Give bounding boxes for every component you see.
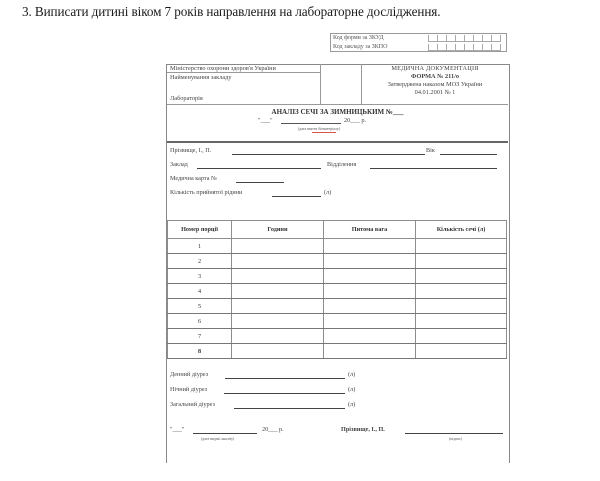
approved-date: 04.01.2001 № 1 [414,89,456,96]
table-row [168,269,507,284]
signer-name-label: Прізвище, І., П. [341,426,385,433]
code-label-zkud: Код форми за ЗКУД [333,35,384,41]
portion-number: 8 [168,344,232,359]
hours-cell[interactable] [232,314,324,329]
title-date-year[interactable]: 20___ р. [344,117,367,124]
day-diuresis-input[interactable] [225,378,345,379]
col-urine-volume: Кількість сечі (л) [416,221,507,239]
fluid-label: Кількість прийнятої рідини [170,189,243,196]
hours-cell[interactable] [232,344,324,359]
lab-label[interactable]: Лабораторія [170,95,203,102]
code-row-zkud [331,34,506,43]
title-date-month-line[interactable] [281,123,341,124]
day-diuresis-unit: (л) [348,371,356,378]
issue-date-year[interactable]: 20___ р. [262,426,284,433]
medical-card-input[interactable] [236,182,284,183]
form-number: ФОРМА № 211/о [410,73,460,80]
department-label: Відділення [327,161,357,168]
table-row [168,329,507,344]
form-title[interactable]: АНАЛІЗ СЕЧІ ЗА ЗИМНИЦЬКИМ №___ [271,108,404,116]
hours-cell[interactable] [232,329,324,344]
night-diuresis-input[interactable] [224,393,345,394]
hours-cell[interactable] [232,239,324,254]
volume-cell[interactable] [416,284,507,299]
code-row-zkpo [331,43,506,52]
fluid-unit: (л) [324,189,332,196]
volume-cell[interactable] [416,314,507,329]
volume-cell[interactable] [416,299,507,314]
medical-card-label: Медична карта № [170,175,217,182]
gravity-cell[interactable] [324,254,416,269]
code-cells-zkud[interactable] [428,35,501,42]
table-row [168,314,507,329]
volume-cell[interactable] [416,329,507,344]
issue-date-month-line[interactable] [193,433,257,434]
table-row [168,344,507,359]
table-row [168,284,507,299]
approved-by: Затверджена наказом МОЗ України [387,81,483,88]
table-header-row [168,221,507,239]
urine-portions-table [167,220,507,359]
portion-number: 5 [168,299,232,314]
gravity-cell[interactable] [324,299,416,314]
age-input[interactable] [440,154,497,155]
fluid-input[interactable] [272,196,321,197]
facility-input[interactable] [197,168,321,169]
hours-cell[interactable] [232,269,324,284]
volume-cell[interactable] [416,269,507,284]
ministry-underline [167,72,320,73]
task-heading: 3. Виписати дитині віком 7 років направлення на лабораторне дослідження. [22,4,441,19]
doc-type: МЕДИЧНА ДОКУМЕНТАЦІЯ [391,65,479,72]
table-row [168,299,507,314]
day-diuresis-label: Денний діурез [170,371,209,378]
header-bottom-line [167,104,508,105]
institution-label[interactable]: Найменування закладу [170,74,232,81]
portion-number: 4 [168,284,232,299]
facility-label: Заклад [170,161,188,168]
signature-caption: (підпис) [449,437,463,441]
gravity-cell[interactable] [324,344,416,359]
title-date-caption: (дата взяття біоматеріалу) [298,127,340,131]
patient-name-label: Прізвище, І., П. [170,147,212,154]
patient-name-input[interactable] [232,154,425,155]
volume-cell[interactable] [416,254,507,269]
gravity-cell[interactable] [324,284,416,299]
gravity-cell[interactable] [324,269,416,284]
night-diuresis-unit: (л) [348,386,356,393]
total-diuresis-input[interactable] [234,408,345,409]
hours-cell[interactable] [232,254,324,269]
volume-cell[interactable] [416,239,507,254]
portion-number: 7 [168,329,232,344]
gravity-cell[interactable] [324,314,416,329]
portion-number: 2 [168,254,232,269]
signature-input[interactable] [405,433,503,434]
header-divider-left [320,64,321,104]
portion-number: 3 [168,269,232,284]
portion-number: 1 [168,239,232,254]
portion-number: 6 [168,314,232,329]
title-bottom-line [167,141,508,143]
issue-date-day[interactable]: "___" [170,426,185,433]
spellcheck-underline [312,132,336,133]
department-input[interactable] [370,168,497,169]
code-label-zkpo: Код закладу за ЗКПО [333,43,388,50]
form-code-box [330,33,507,52]
gravity-cell[interactable] [324,329,416,344]
total-diuresis-unit: (л) [348,401,356,408]
table-row [168,254,507,269]
hours-cell[interactable] [232,299,324,314]
code-cells-zkpo[interactable] [428,44,501,51]
total-diuresis-label: Загальний діурез [170,401,215,408]
table-row [168,239,507,254]
col-specific-gravity: Питома вага [324,221,416,239]
ministry-name: Міністерство охорони здоров'я України [170,65,276,72]
col-hours: Години [232,221,324,239]
night-diuresis-label: Нічний діурез [170,386,208,393]
col-portion-number: Номер порції [168,221,232,239]
gravity-cell[interactable] [324,239,416,254]
volume-cell[interactable] [416,344,507,359]
hours-cell[interactable] [232,284,324,299]
title-date-day[interactable]: "___" [258,117,273,124]
issue-date-caption: (дата видачі аналізу) [201,437,235,441]
age-label: Вік [426,147,435,154]
